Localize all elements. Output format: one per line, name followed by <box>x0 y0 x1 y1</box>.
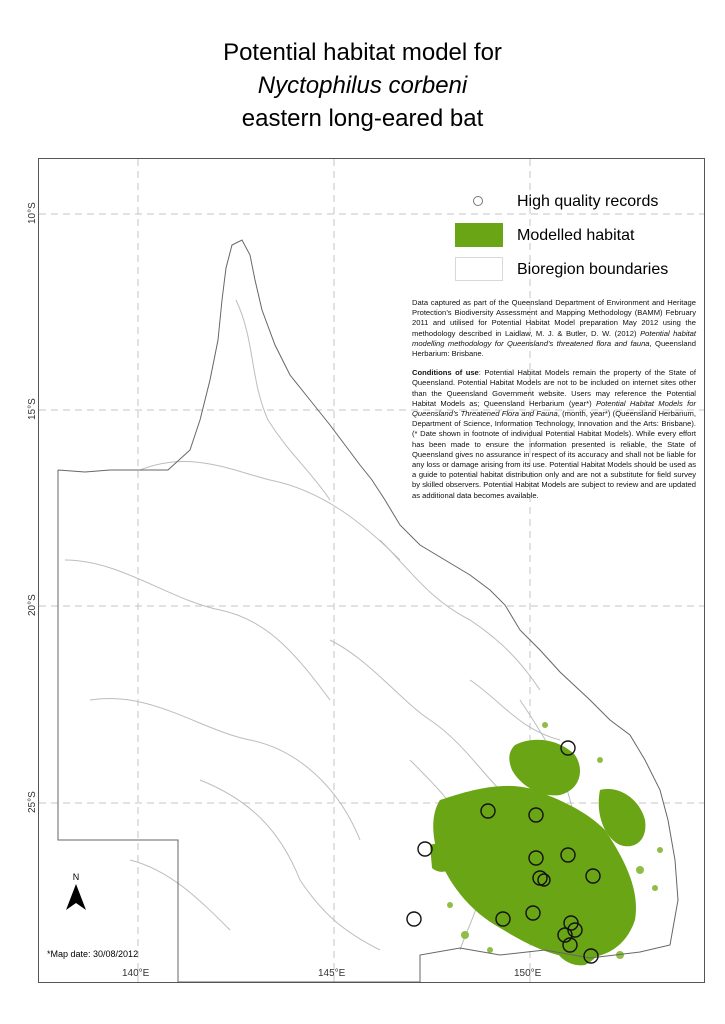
data-captured-note: Data captured as part of the Queensland Department of Environment and Heritage Protection’s Biodiversity Assessment and Mapping Methodology (BAMM) February 2011 and utilised for Potential Habitat Model preparation May 2012 using the methodology described in Laidlaw, M. J. & Butler, D. W. (2012) Potential habitat modelling methodology for Queensland’s threatened flora and fauna, Queensland Herbarium: Brisbane. <box>412 298 696 359</box>
legend-habitat <box>455 223 634 249</box>
north-arrow <box>64 872 88 917</box>
lon-label-150e: 150°E <box>514 968 542 979</box>
lat-label-15s: 15°S <box>27 398 38 420</box>
record-circle-icon <box>473 196 483 206</box>
lat-label-25s: 25°S <box>27 791 38 813</box>
legend-records-label: High quality records <box>517 193 659 210</box>
title-line-1: Potential habitat model for <box>223 39 502 66</box>
north-arrow-icon <box>64 882 88 912</box>
legend-records <box>455 189 658 215</box>
lon-label-145e: 145°E <box>318 968 346 979</box>
map-notes <box>412 298 696 510</box>
modelled-habitat <box>430 722 663 965</box>
conditions-of-use-note: Conditions of use: Potential Habitat Models remain the property of the State of Queensland. Potential Habitat Models are not to be included on internet sites other than the Queensland Government website. Users may reference the Potential Habitat Models as; Queensland Herbarium (year*) Potential Habitat Models for Queensland’s Threatened Flora and Fauna, (month, year*) (Queensland Herbarium, Department of Science, Information Technology, Innovation and the Arts: Brisbane). (* Date shown in footnote of individual Potential Habitat Models). While every effort has been made to ensure the information presented is reliable, the State of Queensland gives no assurance in respect of its accuracy and shall not be liable for any loss or damage arising from its use. Potential Habitat Models should be used as a guide to potential habitat distribution only and are not a substitute for field survey by skilled observers. Potential Habitat Models are subject to review and are updated as additional data becomes available. <box>412 368 696 500</box>
legend-bioregion-label: Bioregion boundaries <box>517 261 669 278</box>
title-species: Nyctophilus corbeni <box>257 72 468 99</box>
title-common-name: eastern long-eared bat <box>241 105 484 132</box>
habitat-swatch <box>455 223 503 247</box>
map-date: *Map date: 30/08/2012 <box>47 949 139 959</box>
legend-habitat-label: Modelled habitat <box>517 227 635 244</box>
legend-bioregion <box>455 257 668 283</box>
north-label: N <box>72 872 80 882</box>
record-circle-icon <box>407 912 421 926</box>
record-circle-icon <box>418 842 432 856</box>
bioregion-swatch <box>455 257 503 281</box>
lat-label-20s: 20°S <box>27 594 38 616</box>
lon-label-140e: 140°E <box>122 968 150 979</box>
lat-label-10s: 10°S <box>27 202 38 224</box>
